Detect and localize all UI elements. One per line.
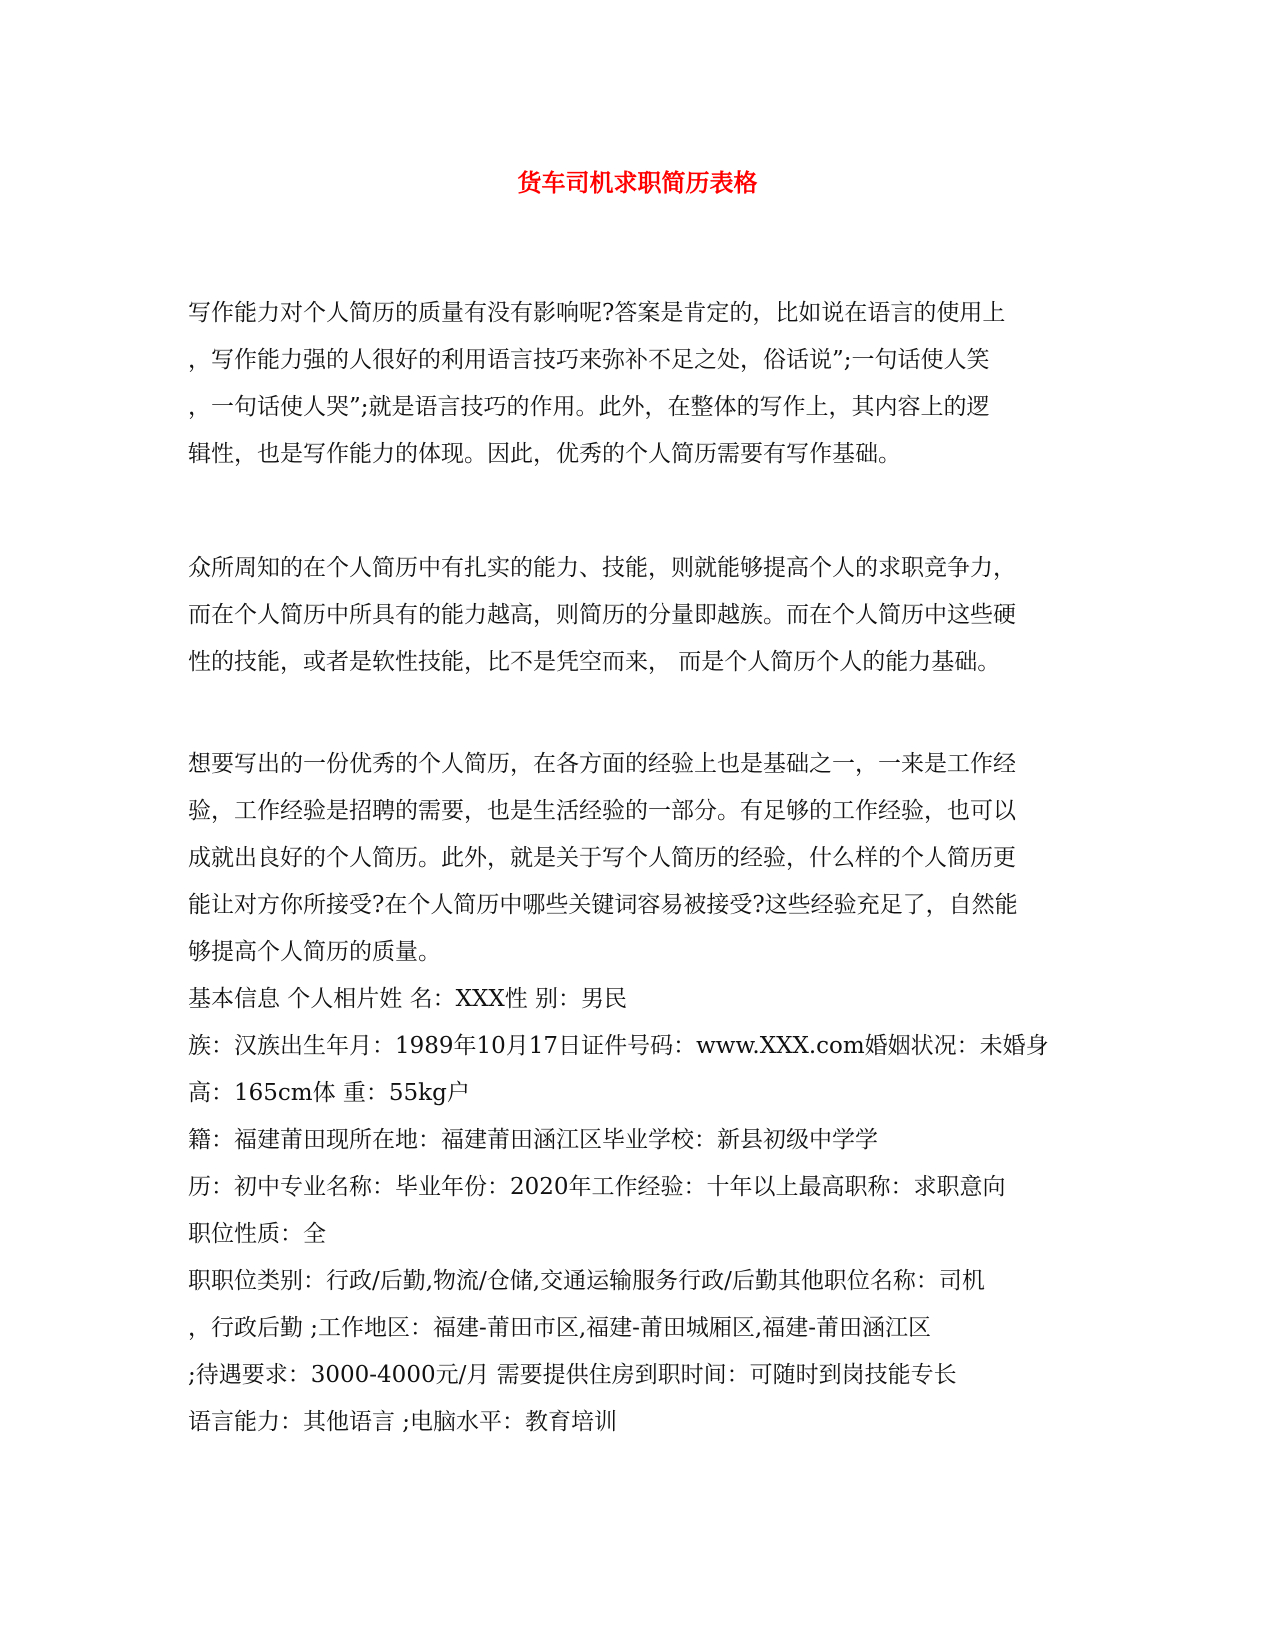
document-title: 货车司机求职简历表格 (517, 169, 758, 197)
info-line: ，行政后勤 ;工作地区：福建-莆田市区,福建-莆田城厢区,福建-莆田涵江区 (188, 1315, 931, 1341)
paragraph-line: ，一句话使人哭”;就是语言技巧的作用。此外，在整体的写作上，其内容上的逻 (188, 394, 990, 420)
paragraph-line: ，写作能力强的人很好的利用语言技巧来弥补不足之处，俗话说”;一句话使人笑 (188, 347, 990, 373)
info-line: 历：初中专业名称：毕业年份：2020年工作经验：十年以上最高职称：求职意向 (188, 1174, 1006, 1200)
info-line: 语言能力：其他语言 ;电脑水平：教育培训 (188, 1409, 618, 1435)
paragraph-line: 写作能力对个人简历的质量有没有影响呢?答案是肯定的，比如说在语言的使用上 (188, 300, 1006, 326)
info-line: 职职位类别：行政/后勤,物流/仓储,交通运输服务行政/后勤其他职位名称：司机 (188, 1268, 985, 1294)
paragraph-line: 验，工作经验是招聘的需要，也是生活经验的一部分。有足够的工作经验，也可以 (188, 798, 1016, 824)
info-line: 高：165cm体 重：55kg户 (188, 1080, 470, 1106)
paragraph-line: 众所周知的在个人简历中有扎实的能力、技能，则就能够提高个人的求职竞争力， (188, 555, 1016, 581)
info-line: 族：汉族出生年月：1989年10月17日证件号码：www.XXX.com婚姻状况：未婚身 (188, 1033, 1049, 1059)
info-line: 籍：福建莆田现所在地：福建莆田涵江区毕业学校：新县初级中学学 (188, 1127, 878, 1153)
paragraph-line: 性的技能，或者是软性技能，比不是凭空而来， 而是个人简历个人的能力基础。 (188, 649, 1001, 675)
info-line: ;待遇要求：3000-4000元/月 需要提供住房到职时间：可随时到岗技能专长 (188, 1362, 957, 1388)
info-line: 基本信息 个人相片姓 名：XXX性 别：男民 (188, 986, 628, 1012)
paragraph-line: 成就出良好的个人简历。此外，就是关于写个人简历的经验，什么样的个人简历更 (188, 845, 1016, 871)
info-line: 职位性质：全 (188, 1221, 326, 1247)
paragraph-line: 而在个人简历中所具有的能力越高，则简历的分量即越族。而在个人简历中这些硬 (188, 602, 1016, 628)
paragraph-line: 辑性，也是写作能力的体现。因此，优秀的个人简历需要有写作基础。 (188, 441, 901, 467)
paragraph-line: 够提高个人简历的质量。 (188, 939, 441, 965)
paragraph-line: 想要写出的一份优秀的个人简历，在各方面的经验上也是基础之一，一来是工作经 (188, 751, 1016, 777)
paragraph-line: 能让对方你所接受?在个人简历中哪些关键词容易被接受?这些经验充足了，自然能 (188, 892, 1018, 918)
